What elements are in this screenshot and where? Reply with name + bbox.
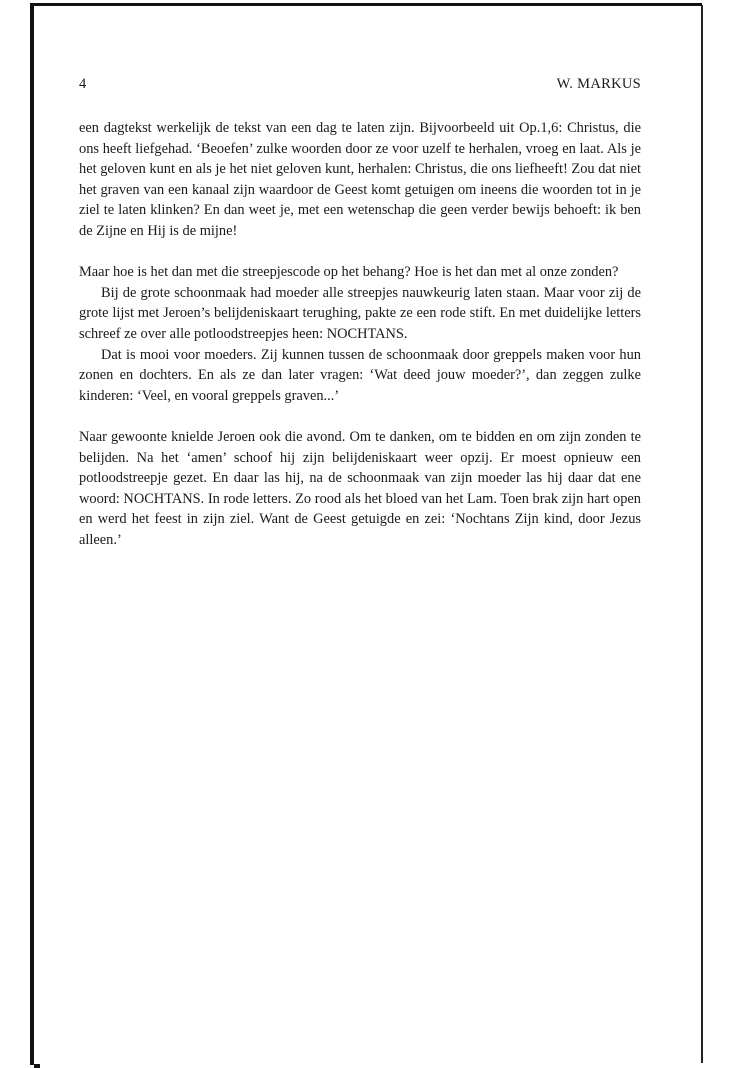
scan-edge-top <box>30 3 702 6</box>
scan-edge-right <box>701 5 703 1063</box>
page-body <box>79 118 641 550</box>
paragraph-3: Bij de grote schoonmaak had moeder alle streepjes nauwkeurig laten staan. Maar voor zij de grote lijst met Jeroen’s belijdeniskaart terughing, pakte ze een rode stift. En met duidelijke letters schreef ze over alle potloodstreepjes heen: NOCHTANS. <box>79 284 641 342</box>
paragraph-5: Naar gewoonte knielde Jeroen ook die avond. Om te danken, om te bidden en om zijn zonden te belijden. Na het ‘amen’ schoof hij zijn belijdeniskaart weer opzij. Er moest opnieuw een potloodstreepje gezet. En daar las hij, na de schoonmaak van zijn moeder las hij daar dat ene woord: NOCHTANS. In rode letters. Zo rood als het bloed van het Lam. Toen brak zijn hart open en werd het feest in zijn ziel. Want de Geest getuigde en zei: ‘Nochtans Zijn kind, door Jezus alleen.’ <box>79 428 641 548</box>
running-head-author: W. MARKUS <box>556 76 641 92</box>
running-head <box>79 74 641 94</box>
paragraph-1: een dagtekst werkelijk de tekst van een dag te laten zijn. Bijvoorbeeld uit Op.1,6: Christus, die ons heeft liefgehad. ‘Beoefen’ zulke woorden door ze voor uzelf te herhalen, vroeg en laat. Als je het geloven kunt en als je het niet geloven kunt, herhalen: Christus, die ons liefheeft! Zou dat niet het graven van een kanaal zijn waardoor de Geest komt getuigen om ineens die woorden tot in je ziel te laten klinken? En dan weet je, met een wetenschap die geen verder bewijs behoeft: ik ben de Zijne en Hij is de mijne! <box>79 120 641 239</box>
page-number: 4 <box>79 76 87 92</box>
scan-edge-left <box>30 3 34 1065</box>
section-break <box>79 242 641 263</box>
paragraph-4: Dat is mooi voor moeders. Zij kunnen tussen de schoonmaak door greppels maken voor hun zonen en dochters. En als ze dan later vragen: ‘Wat deed jouw moeder?’, dan zeggen zulke kinderen: ‘Veel, en vooral greppels graven...’ <box>79 346 641 404</box>
scan-edge-bottom <box>34 1064 40 1068</box>
paragraph-2: Maar hoe is het dan met die streepjescode op het behang? Hoe is het dan met al onze zonden? <box>79 264 619 281</box>
section-break <box>79 406 641 427</box>
